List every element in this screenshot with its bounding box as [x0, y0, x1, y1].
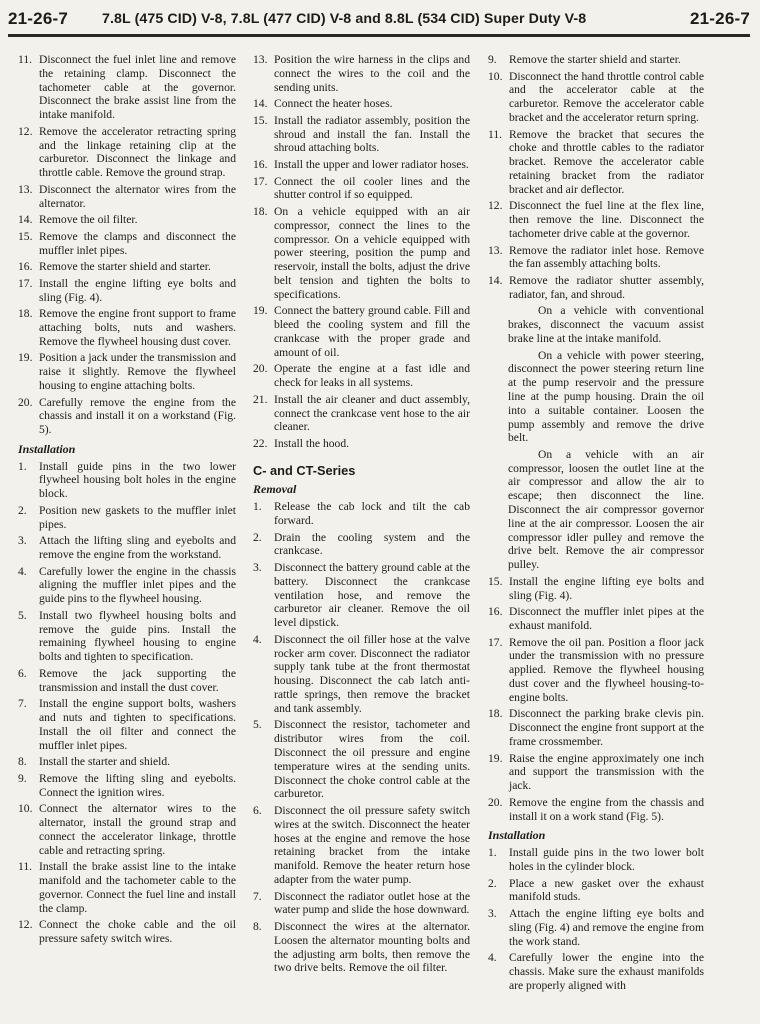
- step-text: Install the engine support bolts, washers and nuts and tighten to specifications. Install the oil filter and connect the muffler inlet pipes.: [39, 697, 236, 752]
- step-number: 14.: [18, 213, 33, 227]
- step-number: 17.: [18, 276, 33, 290]
- list-item: [18, 260, 236, 274]
- page-number-right: 21-26-7: [690, 9, 750, 28]
- step-text: Carefully remove the engine from the chassis and install it on a workstand (Fig. 5).: [39, 395, 236, 437]
- list-item: [253, 393, 470, 434]
- list-item: [488, 796, 704, 824]
- list-item: [253, 804, 470, 887]
- step-text: Connect the oil cooler lines and the shutter control if so equipped.: [274, 174, 470, 202]
- step-number: 7.: [18, 697, 27, 711]
- step-number: 15.: [488, 574, 503, 588]
- list-item: [253, 97, 470, 111]
- list-item: [18, 802, 236, 857]
- subsection-heading: Removal: [253, 482, 297, 497]
- step-number: 19.: [253, 304, 268, 318]
- step-number: 13.: [488, 243, 503, 257]
- step-text: Install the radiator assembly, position the shroud and install the fan. Install the shroud attaching bolts.: [274, 113, 470, 155]
- step-text: Position the wire harness in the clips and connect the wires to the coil and the sending units.: [274, 53, 470, 94]
- step-text: Position new gaskets to the muffler inlet pipes.: [39, 503, 236, 531]
- step-number: 2.: [488, 876, 497, 890]
- step-text: Disconnect the oil filler hose at the valve rocker arm cover. Disconnect the radiator supply tank tube at the front thermostat housing. Disconnect the cab latch anti-rattle springs, then remove the bracket and tank assembly.: [274, 632, 470, 715]
- step-number: 14.: [253, 97, 268, 111]
- page-number-left: 21-26-7: [8, 9, 68, 28]
- step-number: 11.: [18, 53, 33, 66]
- list-item: [488, 244, 704, 272]
- step-number: 18.: [488, 707, 503, 721]
- list-item: [488, 575, 704, 603]
- list-item: [18, 307, 236, 348]
- step-text: Install the brake assist line to the intake manifold and the tachometer cable to the governor. Connect the fuel line and install the clamp.: [39, 860, 236, 915]
- step-number: 16.: [488, 605, 503, 619]
- step-number: 10.: [488, 69, 503, 83]
- step-text: Remove the engine front support to frame attaching bolts, nuts and washers. Remove the flywheel housing dust cover.: [39, 307, 236, 348]
- step-number: 16.: [18, 260, 33, 274]
- step-text: Remove the lifting sling and eyebolts. Connect the ignition wires.: [39, 771, 236, 799]
- list-item: [488, 846, 704, 874]
- step-number: 1.: [253, 500, 262, 514]
- step-text: Remove the engine from the chassis and install it on a work stand (Fig. 5).: [509, 795, 704, 823]
- list-item: [253, 531, 470, 559]
- subsection-heading: Installation: [18, 441, 76, 456]
- list-item: [253, 633, 470, 716]
- step-text: Remove the accelerator retracting spring and the linkage retaining clip at the carburetor. Disconnect the linkage and throttle cable. Remove the ground strap.: [39, 124, 236, 180]
- step-number: 1.: [18, 459, 27, 473]
- step-text: Connect the alternator wires to the alternator, install the ground strap and connect the accelerator linkage, throttle cable and retracting spring.: [39, 802, 236, 857]
- step-number: 15.: [18, 229, 33, 243]
- step-number: 22.: [253, 436, 268, 450]
- text-column-2: [253, 53, 470, 978]
- step-number: 20.: [253, 362, 268, 376]
- list-item: [488, 70, 704, 125]
- list-item: [253, 175, 470, 203]
- step-number: 3.: [18, 534, 27, 548]
- page-header: [8, 4, 750, 37]
- list-item: [18, 460, 236, 501]
- step-text: Position a jack under the transmission and raise it slightly. Remove the flywheel housing to engine attaching bolts.: [39, 351, 236, 392]
- list-item: [488, 199, 704, 240]
- step-number: 9.: [18, 771, 27, 785]
- list-item: [488, 752, 704, 793]
- step-number: 12.: [488, 199, 503, 213]
- step-number: 2.: [18, 503, 27, 517]
- list-item: [488, 877, 704, 905]
- step-text: Disconnect the hand throttle control cable and the accelerator cable at the carburetor. Remove the accelerator cable bracket and the accelerator return spring.: [509, 69, 704, 124]
- list-item: [18, 183, 236, 211]
- list-item: [253, 53, 470, 94]
- step-number: 6.: [18, 666, 27, 680]
- step-number: 18.: [18, 307, 33, 321]
- list-item: [18, 277, 236, 305]
- list-item: [488, 907, 704, 948]
- step-text: Install the upper and lower radiator hoses.: [274, 157, 469, 171]
- list-item: [253, 437, 470, 451]
- step-number: 17.: [488, 635, 503, 649]
- step-text: Attach the lifting sling and eyebolts and remove the engine from the workstand.: [39, 534, 236, 562]
- step-text: Install the engine lifting eye bolts and sling (Fig. 4).: [39, 276, 236, 304]
- step-text: Remove the clamps and disconnect the muffler inlet pipes.: [39, 229, 236, 257]
- step-number: 10.: [18, 802, 33, 816]
- list-item: [18, 504, 236, 532]
- list-item: [488, 636, 704, 705]
- step-number: 3.: [253, 561, 262, 575]
- step-number: 4.: [18, 564, 27, 578]
- paragraph: On a vehicle with conventional brakes, disconnect the vacuum assist brake line at the intake manifold.: [508, 304, 704, 345]
- step-number: 5.: [253, 718, 262, 732]
- step-text: Install guide pins in the two lower bolt holes in the cylinder block.: [509, 846, 704, 873]
- section-heading: C- and CT-Series: [253, 462, 356, 478]
- list-item: [253, 561, 470, 630]
- step-text: Disconnect the alternator wires from the alternator.: [39, 182, 236, 210]
- step-number: 2.: [253, 530, 262, 544]
- list-item: [488, 707, 704, 748]
- list-item: [18, 697, 236, 752]
- step-text: Carefully lower the engine in the chassis aligning the muffler inlet pipes and the guide pins to the flywheel housing.: [39, 564, 236, 606]
- paragraph: On a vehicle with an air compressor, loosen the outlet line at the air compressor and allow the air to escape; then disconnect the line. Disconnect the air compressor governor line at the air compressor. Loosen the air compressor idler pulley and remove the drive belt. Remove the air compressor pulley.: [508, 447, 704, 572]
- step-text: Place a new gasket over the exhaust manifold studs.: [509, 876, 704, 904]
- list-item: [18, 396, 236, 437]
- step-number: 17.: [253, 174, 268, 188]
- list-item: [253, 718, 470, 801]
- list-item: [18, 213, 236, 227]
- step-number: 20.: [488, 795, 503, 809]
- step-text: Install the starter and shield.: [39, 755, 171, 769]
- step-text: Drain the cooling system and the crankcase.: [274, 530, 470, 558]
- step-number: 14.: [488, 273, 503, 287]
- step-text: Disconnect the resistor, tachometer and distributor wires from the coil. Disconnect the oil pressure and engine temperature wires at the sending units. Disconnect the choke control cable at the carburetor.: [274, 718, 470, 801]
- step-number: 11.: [18, 860, 33, 874]
- step-number: 9.: [488, 53, 497, 66]
- step-text: Remove the oil pan. Position a floor jack under the transmission with no pressure applied. Remove the flywheel housing dust cover and the flywheel housing-to-engine bolts.: [509, 635, 704, 704]
- page-title: 7.8L (475 CID) V-8, 7.8L (477 CID) V-8 and 8.8L (534 CID) Super Duty V-8: [102, 11, 587, 27]
- list-item: [253, 890, 470, 918]
- step-text: Install the hood.: [274, 436, 350, 450]
- step-text: Connect the heater hoses.: [274, 97, 393, 111]
- step-number: 7.: [253, 889, 262, 903]
- list-item: [18, 53, 236, 122]
- step-text: Disconnect the radiator outlet hose at the water pump and slide the hose downward.: [274, 889, 470, 917]
- step-number: 20.: [18, 395, 33, 409]
- step-text: Install guide pins in the two lower flywheel housing bolt holes in the engine block.: [39, 459, 236, 501]
- step-number: 8.: [253, 919, 262, 933]
- list-item: [253, 500, 470, 528]
- list-item: [253, 362, 470, 390]
- step-number: 13.: [18, 182, 33, 196]
- step-text: Remove the starter shield and starter.: [39, 260, 211, 274]
- step-number: 15.: [253, 113, 268, 127]
- step-number: 4.: [488, 951, 497, 965]
- step-number: 21.: [253, 392, 268, 406]
- list-item: [18, 918, 236, 946]
- step-text: Disconnect the fuel line at the flex line, then remove the line. Disconnect the tachometer drive cable at the governor.: [509, 199, 704, 240]
- step-text: Remove the bracket that secures the choke and throttle cables to the radiator bracket. Remove the accelerator cable retaining bracket from the radiator bracket and air deflector.: [509, 127, 704, 196]
- step-number: 5.: [18, 608, 27, 622]
- step-text: Disconnect the wires at the alternator. Loosen the alternator mounting bolts and the adjusting arm bolts, then remove the two drive belts. Remove the oil filter.: [274, 919, 470, 975]
- step-text: Connect the battery ground cable. Fill and bleed the cooling system and fill the crankcase with the proper grade and amount of oil.: [274, 304, 470, 359]
- list-item: [18, 755, 236, 769]
- step-number: 1.: [488, 846, 497, 860]
- list-item: [488, 53, 704, 67]
- text-column-3: [488, 53, 704, 995]
- step-text: Disconnect the parking brake clevis pin. Disconnect the engine front support at the frame crossmember.: [509, 707, 704, 749]
- list-item: [253, 158, 470, 172]
- step-number: 12.: [18, 124, 33, 138]
- step-number: 4.: [253, 632, 262, 646]
- step-number: 19.: [18, 351, 33, 365]
- list-item: [253, 114, 470, 155]
- list-item: [253, 920, 470, 975]
- step-text: Disconnect the oil pressure safety switch wires at the switch. Disconnect the heater hoses at the engine and remove the hose retaining bracket from the intake manifold. Remove the heater return hose adapter from the water pump.: [274, 804, 470, 886]
- step-text: Attach the engine lifting eye bolts and sling (Fig. 4) and remove the engine from the work stand.: [509, 906, 704, 948]
- paragraph: On a vehicle with power steering, disconnect the power steering return line at the pump reservoir and the pressure line at the pump housing. Drain the oil into a suitable container. Loosen the pump assembly and remove the drive belt.: [508, 348, 704, 445]
- step-text: On a vehicle equipped with an air compressor, connect the lines to the compressor. On a vehicle equipped with power steering, position the pump and reservoir, install the bolts, adjust the drive belt tension and tighten the bolts to specifications.: [274, 204, 470, 301]
- step-number: 18.: [253, 204, 268, 218]
- list-item: [488, 605, 704, 633]
- step-number: 3.: [488, 906, 497, 920]
- list-item: [488, 128, 704, 197]
- list-item: [18, 609, 236, 664]
- step-number: 16.: [253, 157, 268, 171]
- list-item: [18, 772, 236, 800]
- step-text: Carefully lower the engine into the chassis. Make sure the exhaust manifolds are properly aligned with: [509, 951, 704, 992]
- list-item: [488, 274, 704, 302]
- step-text: Install two flywheel housing bolts and remove the guide pins. Install the remaining flywheel housing to engine bolts and tighten to specification.: [39, 608, 236, 664]
- text-column-1: [18, 53, 236, 949]
- list-item: [488, 951, 704, 992]
- list-item: [18, 230, 236, 258]
- step-text: Disconnect the battery ground cable at the battery. Disconnect the crankcase ventilation hose, and remove the carburetor air cleaner. Remove the oil level dipstick.: [274, 561, 470, 630]
- list-item: [18, 534, 236, 562]
- step-text: Remove the starter shield and starter.: [509, 53, 681, 66]
- step-text: Disconnect the fuel inlet line and remove the retaining clamp. Disconnect the tachometer cable at the governor. Disconnect the brake assist line from the intake manifold.: [39, 53, 236, 122]
- step-text: Install the air cleaner and duct assembly, connect the crankcase vent hose to the air cleaner.: [274, 392, 470, 434]
- step-text: Connect the choke cable and the oil pressure safety switch wires.: [39, 918, 236, 945]
- list-item: [18, 125, 236, 180]
- step-text: Disconnect the muffler inlet pipes at the exhaust manifold.: [509, 605, 704, 633]
- step-number: 6.: [253, 804, 262, 817]
- step-number: 11.: [488, 127, 503, 141]
- step-number: 19.: [488, 751, 503, 765]
- list-item: [253, 304, 470, 359]
- step-number: 13.: [253, 53, 268, 66]
- step-text: Remove the jack supporting the transmission and install the dust cover.: [39, 666, 236, 694]
- list-item: [253, 205, 470, 302]
- step-text: Operate the engine at a fast idle and check for leaks in all systems.: [274, 362, 470, 390]
- step-text: Remove the radiator inlet hose. Remove the fan assembly attaching bolts.: [509, 243, 704, 271]
- step-number: 12.: [18, 918, 33, 932]
- step-number: 8.: [18, 755, 27, 769]
- step-text: Remove the radiator shutter assembly, radiator, fan, and shroud.: [509, 273, 704, 301]
- list-item: [18, 565, 236, 606]
- list-item: [18, 351, 236, 392]
- step-text: Raise the engine approximately one inch and support the transmission with the jack.: [509, 751, 704, 793]
- subsection-heading: Installation: [488, 828, 546, 843]
- step-text: Remove the oil filter.: [39, 213, 138, 227]
- step-text: Install the engine lifting eye bolts and sling (Fig. 4).: [509, 574, 704, 602]
- list-item: [18, 860, 236, 915]
- step-text: Release the cab lock and tilt the cab forward.: [274, 500, 470, 528]
- list-item: [18, 667, 236, 695]
